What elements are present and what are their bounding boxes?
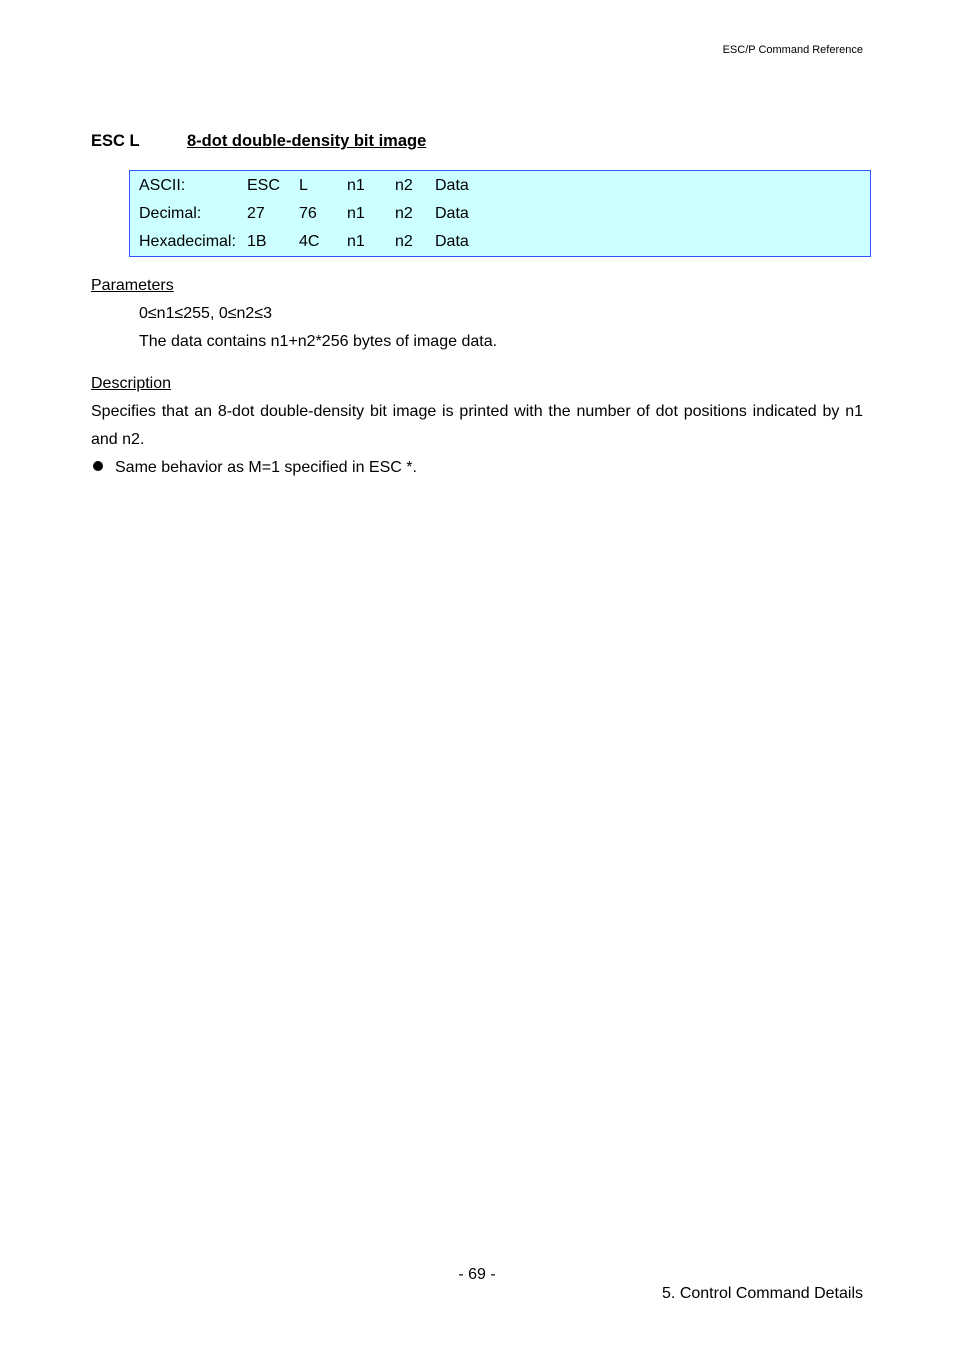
syntax-cell: n1	[347, 177, 365, 194]
syntax-cell: 76	[299, 205, 317, 222]
syntax-row-hexadecimal	[130, 228, 870, 256]
command-name: ESC L	[91, 132, 140, 150]
syntax-cell: n2	[395, 205, 413, 222]
syntax-cell: n1	[347, 205, 365, 222]
page-number: - 69 -	[458, 1266, 496, 1283]
syntax-cell: Data	[435, 205, 469, 222]
bullet-item	[91, 454, 417, 482]
syntax-cell: n2	[395, 177, 413, 194]
syntax-cell: n2	[395, 233, 413, 250]
description-text: Specifies that an 8-dot double-density bit image is printed with the number of dot positions indicated by n1 and n2.	[91, 403, 863, 448]
syntax-cell: 4C	[299, 233, 320, 250]
parameter-range: 0≤n1≤255, 0≤n2≤3	[139, 305, 272, 322]
syntax-row-ascii	[130, 172, 870, 200]
command-description: 8-dot double-density bit image	[187, 132, 427, 150]
section-title	[91, 132, 426, 151]
parameter-note: The data contains n1+n2*256 bytes of image data.	[139, 333, 498, 350]
parameters-heading: Parameters	[91, 277, 174, 294]
running-header: ESC/P Command Reference	[722, 44, 863, 56]
bullet-icon	[93, 461, 103, 471]
syntax-cell: ESC	[247, 177, 280, 194]
command-syntax-box	[129, 170, 871, 257]
syntax-cell: Data	[435, 233, 469, 250]
running-footer: 5. Control Command Details	[662, 1285, 863, 1302]
row-label: Decimal:	[139, 205, 202, 222]
syntax-cell: 1B	[247, 233, 267, 250]
syntax-row-decimal	[130, 200, 870, 228]
syntax-cell: L	[299, 177, 308, 194]
bullet-text: Same behavior as M=1 specified in ESC *.	[115, 459, 417, 476]
syntax-cell: n1	[347, 233, 365, 250]
syntax-cell: 27	[247, 205, 265, 222]
row-label: Hexadecimal:	[139, 233, 236, 250]
description-heading: Description	[91, 375, 172, 392]
syntax-cell: Data	[435, 177, 469, 194]
row-label: ASCII:	[139, 177, 186, 194]
